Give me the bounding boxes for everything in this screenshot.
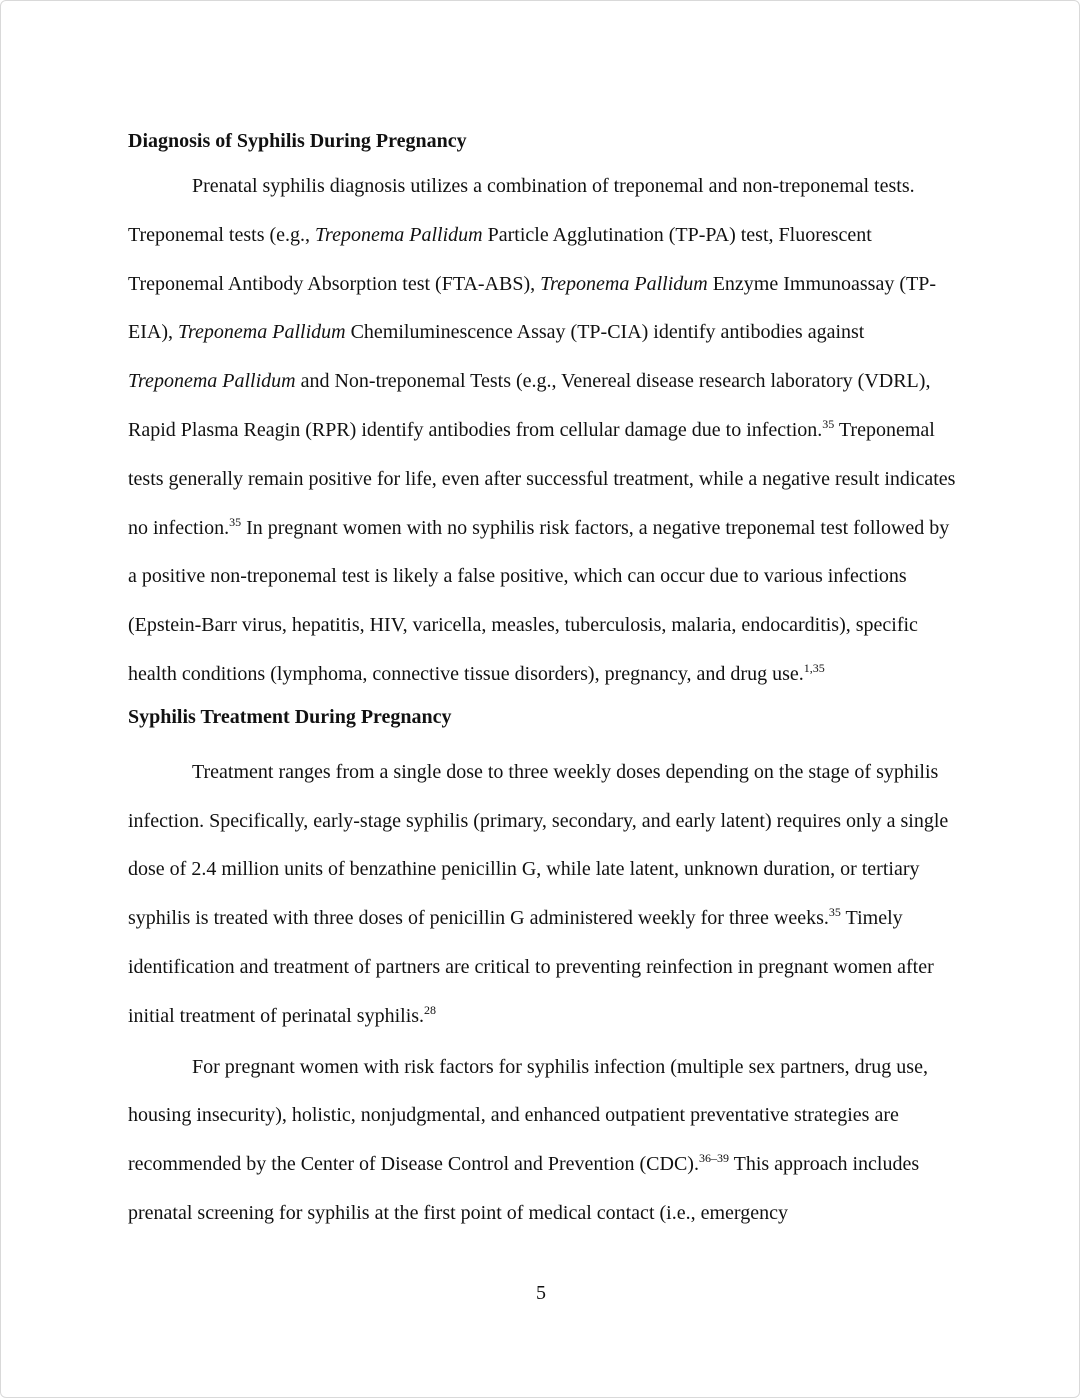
page-number: 5 xyxy=(536,1282,546,1304)
italic-term: Treponema Pallidum xyxy=(315,223,483,246)
citation-superscript: 35 xyxy=(229,514,242,529)
section-heading-diagnosis: Diagnosis of Syphilis During Pregnancy xyxy=(128,130,467,152)
section-heading-treatment: Syphilis Treatment During Pregnancy xyxy=(128,705,452,728)
italic-term: Treponema Pallidum xyxy=(128,370,296,393)
paragraph-treatment xyxy=(128,748,958,1041)
text-run: Chemiluminescence Assay (TP-CIA) identify antibodies against xyxy=(345,321,865,344)
paragraph-risk-factors xyxy=(128,1043,958,1238)
text-run: This approach includes prenatal screening for syphilis at the first point of medical contact (i.e., emergency xyxy=(128,1153,920,1224)
citation-superscript: 1,35 xyxy=(803,660,825,675)
citation-superscript: 35 xyxy=(828,905,841,920)
text-run: Treponemal tests generally remain positive for life, even after successful treatment, while a negative result indicates no infection. xyxy=(128,418,956,539)
citation-superscript: 35 xyxy=(822,416,835,431)
italic-term: Treponema Pallidum xyxy=(177,321,346,344)
text-run: In pregnant women with no syphilis risk factors, a negative treponemal test followed by a positive non-treponemal test is likely a false positive, which can occur due to various infections (Epstein-Barr virus, hepatitis, HIV, varicella, measles, tuberculosis, malaria, endocarditis), specific health conditions (lymphoma, connective tissue disorders), pregnancy, and drug use. xyxy=(128,516,950,685)
citation-superscript: 36–39 xyxy=(698,1151,729,1166)
text-run: Timely identification and treatment of partners are critical to preventing reinfection in pregnant women after initial treatment of perinatal syphilis. xyxy=(128,907,934,1027)
text-run: Treatment ranges from a single dose to three weekly doses depending on the stage of syphilis infection. Specifically, early-stage syphilis (primary, secondary, and early latent) requires only a single dose of 2.4 million units of benzathine penicillin G, while late latent, unknown duration, or tertiary syphilis is treated with three doses of penicillin G administered weekly for three weeks. xyxy=(128,760,949,930)
text-run: Prenatal syphilis diagnosis utilizes a combination of treponemal and non-treponemal tests. Treponemal tests (e.g., xyxy=(128,175,915,246)
text-run: and Non-treponemal Tests (e.g., Venereal disease research laboratory (VDRL), Rapid Plasma Reagin (RPR) identify antibodies from cellular damage due to infection. xyxy=(128,370,931,441)
text-run: For pregnant women with risk factors for syphilis infection (multiple sex partners, drug use, housing insecurity), holistic, nonjudgmental, and enhanced outpatient preventative strategies are recommended by the Center of Disease Control and Prevention (CDC). xyxy=(128,1055,928,1176)
paragraph-diagnosis xyxy=(128,162,958,699)
text-run: Particle Agglutination (TP-PA) test, Fluorescent Treponemal Antibody Absorption test (FTA-ABS), xyxy=(128,223,872,295)
italic-term: Treponema Pallidum xyxy=(540,272,708,295)
citation-superscript: 28 xyxy=(424,1002,437,1017)
text-run: Enzyme Immunoassay (TP-EIA), xyxy=(128,272,936,344)
page-body xyxy=(128,125,958,1238)
